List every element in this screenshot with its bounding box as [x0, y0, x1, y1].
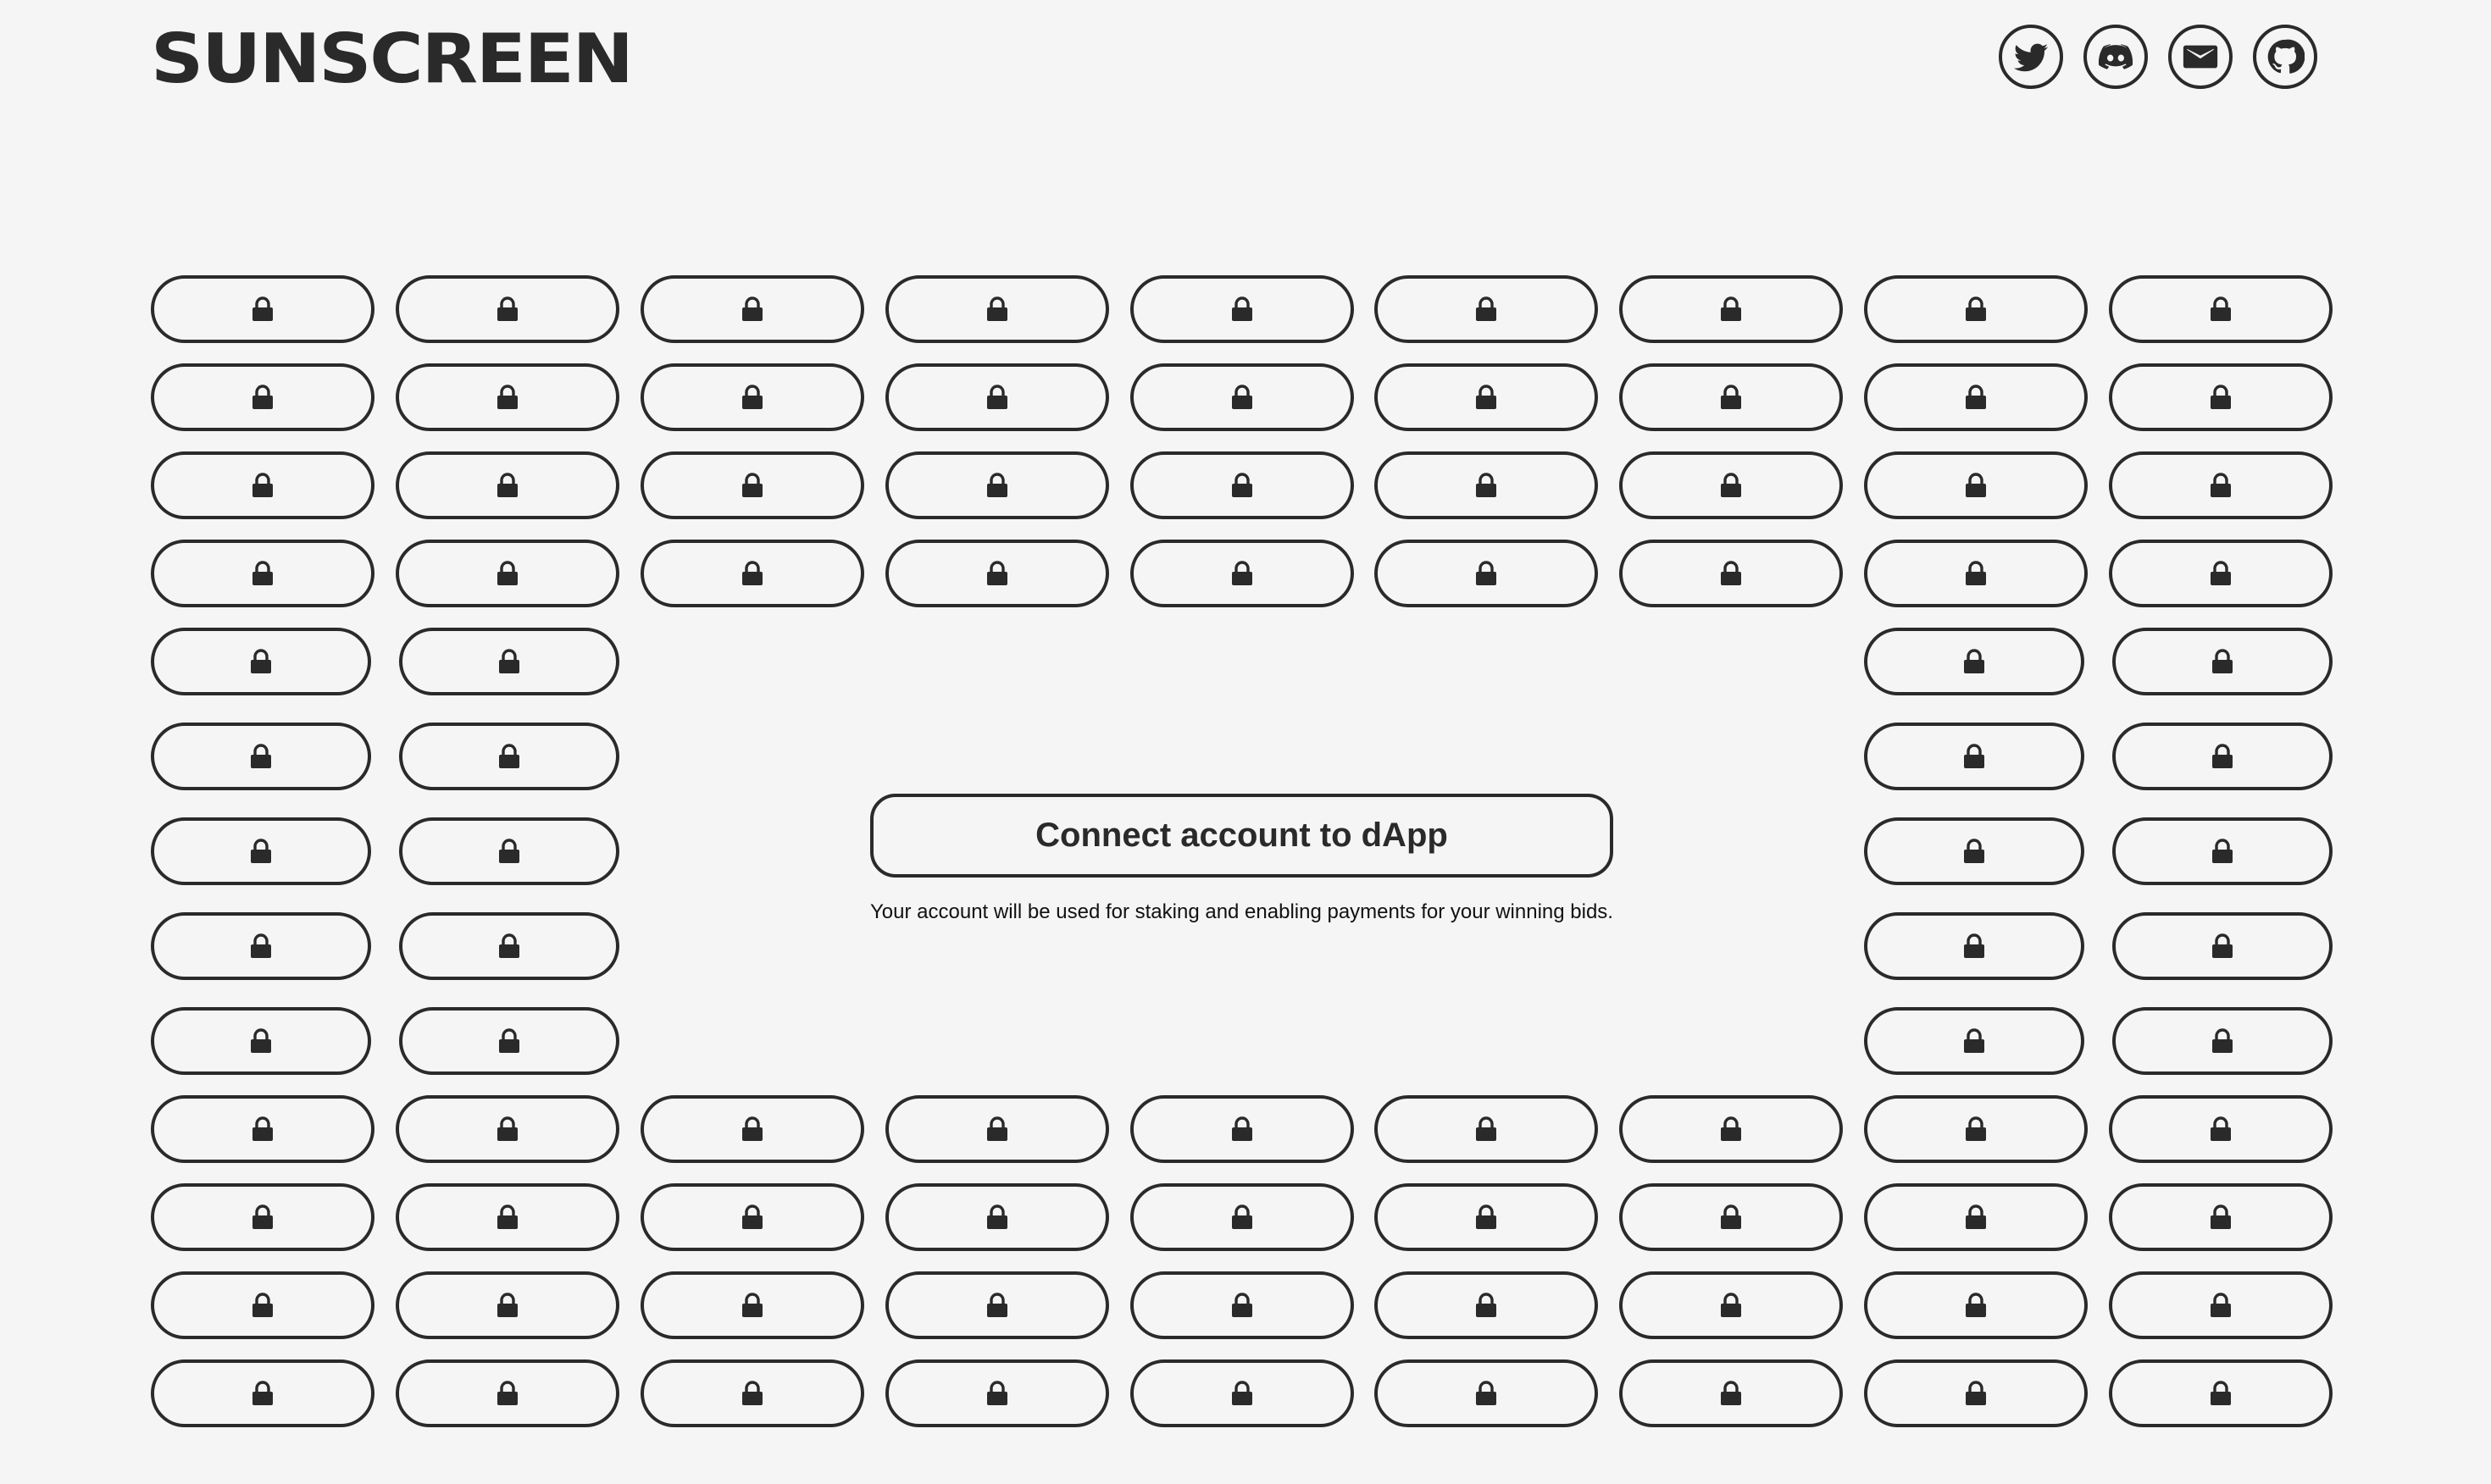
locked-slot[interactable] [1864, 540, 2088, 607]
sunscreen-logo: SUNSCREEN [151, 19, 632, 98]
locked-slot[interactable] [2109, 1183, 2333, 1251]
locked-slot[interactable] [399, 723, 619, 790]
lock-icon [1965, 1381, 1987, 1406]
lock-icon [1475, 1204, 1497, 1230]
lock-icon [1965, 561, 1987, 586]
locked-slot[interactable] [396, 1095, 619, 1163]
lock-icon [1231, 296, 1253, 322]
lock-icon [1720, 296, 1742, 322]
email-link[interactable] [2168, 25, 2233, 89]
locked-slot[interactable] [1619, 1095, 1843, 1163]
lock-icon [1475, 561, 1497, 586]
locked-slot[interactable] [885, 540, 1109, 607]
lock-icon [250, 744, 272, 769]
locked-slot[interactable] [151, 363, 374, 431]
lock-icon [1475, 1293, 1497, 1318]
locked-slot[interactable] [1864, 912, 2084, 980]
connect-account-button[interactable]: Connect account to dApp [870, 794, 1613, 878]
lock-icon [497, 1204, 519, 1230]
locked-slot[interactable] [1374, 540, 1598, 607]
lock-icon [497, 473, 519, 498]
locked-slot[interactable] [2112, 817, 2333, 885]
lock-icon [1720, 385, 1742, 410]
locked-slot[interactable] [1619, 1271, 1843, 1339]
github-icon [2266, 37, 2305, 76]
lock-icon [252, 561, 274, 586]
connect-note: Your account will be used for staking and enabling payments for your winning bids. [870, 900, 1613, 923]
lock-icon [498, 933, 520, 959]
locked-slot[interactable] [151, 275, 374, 343]
locked-slot[interactable] [885, 275, 1109, 343]
locked-slot[interactable] [151, 451, 374, 519]
locked-slot[interactable] [1864, 363, 2088, 431]
locked-slot[interactable] [1130, 1183, 1354, 1251]
lock-icon [2211, 933, 2233, 959]
lock-icon [1231, 1116, 1253, 1142]
locked-slot[interactable] [396, 1271, 619, 1339]
locked-slot[interactable] [885, 363, 1109, 431]
locked-slot[interactable] [1374, 1271, 1598, 1339]
locked-slot[interactable] [151, 628, 371, 695]
twitter-link[interactable] [1999, 25, 2063, 89]
locked-slot[interactable] [1619, 363, 1843, 431]
locked-slot[interactable] [641, 540, 864, 607]
locked-slot[interactable] [1130, 275, 1354, 343]
lock-icon [250, 1028, 272, 1054]
lock-icon [2210, 1381, 2232, 1406]
lock-icon [1963, 933, 1985, 959]
locked-slot[interactable] [1864, 451, 2088, 519]
lock-icon [986, 296, 1008, 322]
lock-icon [1963, 744, 1985, 769]
lock-icon [1475, 385, 1497, 410]
locked-slot[interactable] [1130, 1095, 1354, 1163]
lock-icon [497, 1381, 519, 1406]
lock-icon [2210, 473, 2232, 498]
email-icon [2181, 37, 2220, 76]
locked-slot[interactable] [2109, 540, 2333, 607]
lock-icon [741, 385, 763, 410]
locked-slot[interactable] [2109, 1359, 2333, 1427]
lock-icon [498, 839, 520, 864]
locked-slot[interactable] [1864, 1183, 2088, 1251]
lock-icon [1720, 1293, 1742, 1318]
lock-icon [741, 296, 763, 322]
lock-icon [1231, 385, 1253, 410]
locked-slot[interactable] [396, 1183, 619, 1251]
locked-slot[interactable] [641, 363, 864, 431]
locked-slot[interactable] [1619, 451, 1843, 519]
lock-icon [250, 933, 272, 959]
lock-icon [986, 1381, 1008, 1406]
lock-icon [986, 473, 1008, 498]
lock-icon [986, 1293, 1008, 1318]
locked-slot[interactable] [885, 1095, 1109, 1163]
lock-icon [1231, 561, 1253, 586]
locked-slot[interactable] [396, 275, 619, 343]
lock-icon [498, 1028, 520, 1054]
lock-icon [1965, 473, 1987, 498]
lock-icon [2211, 744, 2233, 769]
lock-icon [1231, 473, 1253, 498]
locked-slot[interactable] [1619, 275, 1843, 343]
lock-icon [252, 296, 274, 322]
lock-icon [250, 839, 272, 864]
locked-slot[interactable] [1130, 1271, 1354, 1339]
lock-icon [252, 385, 274, 410]
lock-icon [1965, 385, 1987, 410]
locked-slot[interactable] [1619, 1183, 1843, 1251]
locked-slot[interactable] [1374, 451, 1598, 519]
locked-slot[interactable] [2109, 363, 2333, 431]
lock-icon [986, 1116, 1008, 1142]
lock-icon [497, 296, 519, 322]
lock-icon [741, 1381, 763, 1406]
lock-icon [1720, 1204, 1742, 1230]
lock-icon [498, 744, 520, 769]
locked-slot[interactable] [641, 451, 864, 519]
locked-slot[interactable] [151, 723, 371, 790]
locked-slot[interactable] [396, 363, 619, 431]
locked-slot[interactable] [885, 1183, 1109, 1251]
locked-slot[interactable] [1130, 363, 1354, 431]
lock-icon [1965, 1293, 1987, 1318]
lock-icon [497, 1116, 519, 1142]
lock-icon [252, 1116, 274, 1142]
locked-slot[interactable] [1374, 275, 1598, 343]
lock-icon [1965, 1204, 1987, 1230]
lock-icon [1965, 1116, 1987, 1142]
locked-slot[interactable] [1374, 1183, 1598, 1251]
lock-icon [1231, 1293, 1253, 1318]
locked-slot[interactable] [151, 817, 371, 885]
locked-slot[interactable] [151, 1359, 374, 1427]
locked-slot[interactable] [399, 1007, 619, 1075]
lock-icon [741, 561, 763, 586]
lock-icon [1720, 473, 1742, 498]
locked-slot[interactable] [1130, 1359, 1354, 1427]
locked-slot[interactable] [1374, 1095, 1598, 1163]
locked-slot[interactable] [1619, 540, 1843, 607]
lock-icon [252, 1204, 274, 1230]
discord-link[interactable] [2083, 25, 2148, 89]
locked-slot[interactable] [1374, 363, 1598, 431]
lock-icon [250, 649, 272, 674]
lock-icon [1475, 473, 1497, 498]
lock-icon [1720, 1381, 1742, 1406]
lock-icon [1720, 1116, 1742, 1142]
locked-slot[interactable] [151, 1271, 374, 1339]
lock-icon [1475, 1381, 1497, 1406]
locked-slot[interactable] [885, 1359, 1109, 1427]
locked-slot[interactable] [641, 1271, 864, 1339]
locked-slot[interactable] [396, 1359, 619, 1427]
locked-slot[interactable] [2112, 723, 2333, 790]
locked-slot[interactable] [151, 540, 374, 607]
locked-slot[interactable] [1130, 540, 1354, 607]
locked-slot[interactable] [2109, 1095, 2333, 1163]
lock-icon [252, 1293, 274, 1318]
lock-icon [2210, 1293, 2232, 1318]
lock-icon [1231, 1381, 1253, 1406]
lock-icon [2211, 1028, 2233, 1054]
lock-icon [1720, 561, 1742, 586]
lock-icon [1231, 1204, 1253, 1230]
locked-slot[interactable] [2112, 628, 2333, 695]
locked-slot[interactable] [1864, 628, 2084, 695]
locked-slot[interactable] [151, 1183, 374, 1251]
lock-icon [1965, 296, 1987, 322]
github-link[interactable] [2253, 25, 2317, 89]
locked-slot[interactable] [1864, 275, 2088, 343]
lock-icon [1475, 1116, 1497, 1142]
lock-icon [986, 561, 1008, 586]
lock-icon [497, 561, 519, 586]
locked-slot[interactable] [1864, 1007, 2084, 1075]
locked-slot[interactable] [1130, 451, 1354, 519]
locked-slot[interactable] [2109, 1271, 2333, 1339]
locked-slot[interactable] [1374, 1359, 1598, 1427]
locked-slot[interactable] [1619, 1359, 1843, 1427]
lock-icon [986, 1204, 1008, 1230]
locked-slot[interactable] [2112, 1007, 2333, 1075]
locked-slot[interactable] [396, 540, 619, 607]
lock-icon [1963, 649, 1985, 674]
lock-icon [1475, 296, 1497, 322]
locked-slot[interactable] [1864, 1095, 2088, 1163]
lock-icon [252, 473, 274, 498]
lock-icon [2210, 561, 2232, 586]
lock-icon [1963, 1028, 1985, 1054]
lock-icon [741, 1204, 763, 1230]
lock-icon [1963, 839, 1985, 864]
locked-slot[interactable] [2109, 275, 2333, 343]
locked-slot[interactable] [399, 817, 619, 885]
locked-slot[interactable] [399, 628, 619, 695]
lock-icon [2211, 839, 2233, 864]
lock-icon [2210, 1204, 2232, 1230]
locked-slot[interactable] [1864, 1359, 2088, 1427]
locked-slot[interactable] [1864, 1271, 2088, 1339]
locked-slot[interactable] [399, 912, 619, 980]
locked-slot[interactable] [641, 1183, 864, 1251]
locked-slot[interactable] [1864, 817, 2084, 885]
locked-slot[interactable] [151, 1095, 374, 1163]
social-links [1999, 25, 2317, 89]
locked-slot[interactable] [641, 275, 864, 343]
locked-slot[interactable] [885, 1271, 1109, 1339]
locked-slot[interactable] [2112, 912, 2333, 980]
lock-icon [741, 1116, 763, 1142]
locked-slot[interactable] [641, 1359, 864, 1427]
lock-icon [741, 1293, 763, 1318]
lock-icon [2210, 1116, 2232, 1142]
lock-icon [498, 649, 520, 674]
locked-slot[interactable] [641, 1095, 864, 1163]
locked-slot[interactable] [885, 451, 1109, 519]
lock-icon [741, 473, 763, 498]
lock-icon [497, 1293, 519, 1318]
locked-slot[interactable] [151, 1007, 371, 1075]
discord-icon [2096, 37, 2135, 76]
lock-icon [2210, 385, 2232, 410]
locked-slot[interactable] [2109, 451, 2333, 519]
locked-slot[interactable] [1864, 723, 2084, 790]
locked-slot[interactable] [151, 912, 371, 980]
lock-icon [497, 385, 519, 410]
lock-icon [986, 385, 1008, 410]
lock-icon [252, 1381, 274, 1406]
lock-icon [2210, 296, 2232, 322]
locked-slot[interactable] [396, 451, 619, 519]
twitter-icon [2011, 37, 2050, 76]
lock-icon [2211, 649, 2233, 674]
